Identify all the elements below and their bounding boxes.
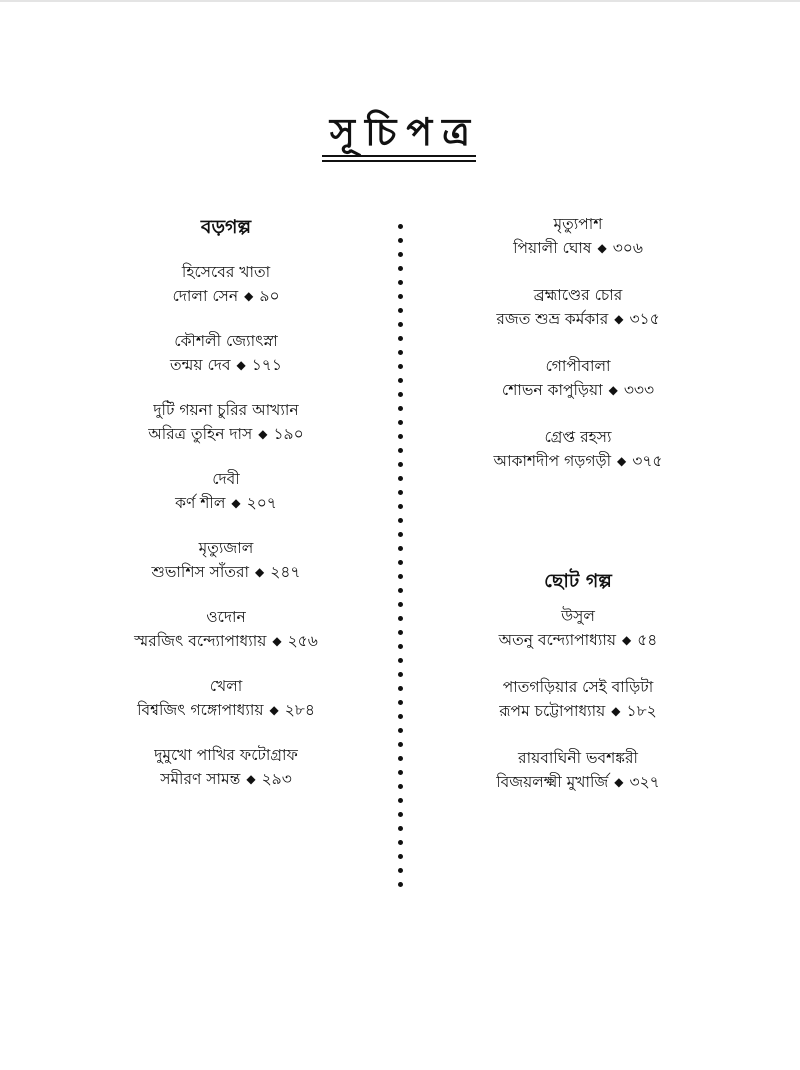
diamond-icon: ◆ [597,241,607,255]
author-name: স্মরজিৎ বন্দ্যোপাধ্যায় [134,632,267,650]
author-name: রূপম চট্টোপাধ্যায় [499,702,606,720]
page-number: ৫৪ [637,631,658,649]
diamond-icon: ◆ [617,454,627,468]
author-name: আকাশদীপ গড়গড়ী [493,452,612,470]
story-title: খেলা [209,677,243,695]
page-number: ৩২৭ [629,773,660,791]
story-title: ওদোন [206,608,246,626]
page-number: ১৭১ [251,356,282,374]
entry-byline [398,307,758,332]
diamond-icon: ◆ [258,427,268,441]
entry-byline [46,353,406,378]
entry-byline [46,698,406,723]
diamond-icon: ◆ [614,312,624,326]
toc-entry [46,329,406,378]
entry-byline [46,284,406,309]
author-name: সমীরণ সামন্ত [160,770,241,788]
page-number: ৩৭৫ [632,452,663,470]
section-heading-short-stories: ছোট গল্প [544,570,612,592]
diamond-icon: ◆ [255,565,265,579]
story-title: কৌশলী জ্যোৎস্না [174,332,278,350]
toc-entry [46,674,406,723]
page-number: ৯০ [259,287,280,305]
story-title: রায়বাঘিনী ভবশঙ্করী [518,749,638,767]
author-name: অতনু বন্দ্যোপাধ্যায় [498,631,616,649]
toc-entry [46,467,406,516]
page-top-edge [0,0,800,2]
author-name: বিশ্বজিৎ গঙ্গোপাধ্যায় [137,701,264,719]
toc-entry [398,425,758,474]
toc-entry [46,536,406,585]
divider-dot [398,812,403,817]
entry-byline [398,699,758,724]
diamond-icon: ◆ [608,383,618,397]
author-name: তন্ময় দেব [170,356,231,374]
entry-byline [46,629,406,654]
entry-byline [398,628,758,653]
page-number: ৩৩৩ [623,381,655,399]
story-title: গোপীবালা [545,357,611,375]
entry-byline [398,770,758,795]
author-name: দোলা সেন [172,287,239,305]
page-number: ২০৭ [246,494,277,512]
story-title: পাতগড়িয়ার সেই বাড়িটা [502,678,654,696]
toc-entry [398,212,758,261]
author-name: পিয়ালী ঘোষ [513,239,592,257]
entry-byline [398,449,758,474]
diamond-icon: ◆ [621,633,632,647]
story-title: দেবী [212,470,240,488]
entry-byline [398,236,758,261]
page-number: ১৯০ [273,425,304,443]
page-number: ২৫৬ [287,632,318,650]
diamond-icon: ◆ [611,704,621,718]
story-title: মৃত্যুজাল [198,539,254,557]
author-name: শোভন কাপুড়িয়া [501,381,603,399]
diamond-icon: ◆ [231,496,241,510]
divider-dot [398,882,403,887]
story-title: দুমুখো পাখির ফটোগ্রাফ [154,746,298,764]
author-name: কর্ণ শীল [175,494,226,512]
entry-byline [46,422,406,447]
page-number: ৩১৫ [629,310,660,328]
story-title: হিসেবের খাতা [181,263,271,281]
story-title: দুটি গয়না চুরির আখ্যান [153,401,299,419]
story-title: গ্রেপ্ত রহস্য [544,428,612,446]
page-title-block [0,108,800,156]
toc-entry [46,260,406,309]
divider-dot [398,826,403,831]
divider-dot [398,868,403,873]
divider-dot [398,840,403,845]
section-heading-long-stories: বড়গল্প [200,216,252,238]
page-number: ৩০৬ [612,239,643,257]
entry-byline [46,491,406,516]
author-name: রজত শুভ্র কর্মকার [496,310,609,328]
entry-byline [46,560,406,585]
page-number: ২৪৭ [270,563,301,581]
right-column [398,212,758,795]
toc-entry [398,746,758,795]
divider-dot [398,798,403,803]
diamond-icon: ◆ [246,772,256,786]
toc-entry [398,354,758,403]
title-underline-top [322,155,476,157]
diamond-icon: ◆ [244,289,254,303]
page-number: ১৮২ [626,702,657,720]
page-number: ২৮৪ [284,701,315,719]
author-name: বিজয়লক্ষ্মী মুখার্জি [496,773,609,791]
divider-dot [398,854,403,859]
story-title: উসুল [561,607,595,625]
story-title: ব্রহ্মাণ্ডের চোর [533,286,623,304]
title-underline-bottom [322,160,476,162]
toc-entry [398,283,758,332]
story-title: মৃত্যুপাশ [553,215,603,233]
toc-entry [46,743,406,792]
diamond-icon: ◆ [614,775,624,789]
author-name: অরিত্র তুহিন দাস [148,425,253,443]
diamond-icon: ◆ [236,358,246,372]
diamond-icon: ◆ [269,703,279,717]
entry-byline [46,767,406,792]
page-number: ২৯৩ [261,770,292,788]
toc-entry [46,398,406,447]
toc-entry [398,675,758,724]
author-name: শুভাশিস সাঁতরা [151,563,250,581]
toc-entry [398,604,758,653]
entry-byline [398,378,758,403]
diamond-icon: ◆ [272,634,282,648]
toc-entry [46,605,406,654]
left-column [46,212,406,792]
page-title: সূচিপত্র [329,110,481,154]
